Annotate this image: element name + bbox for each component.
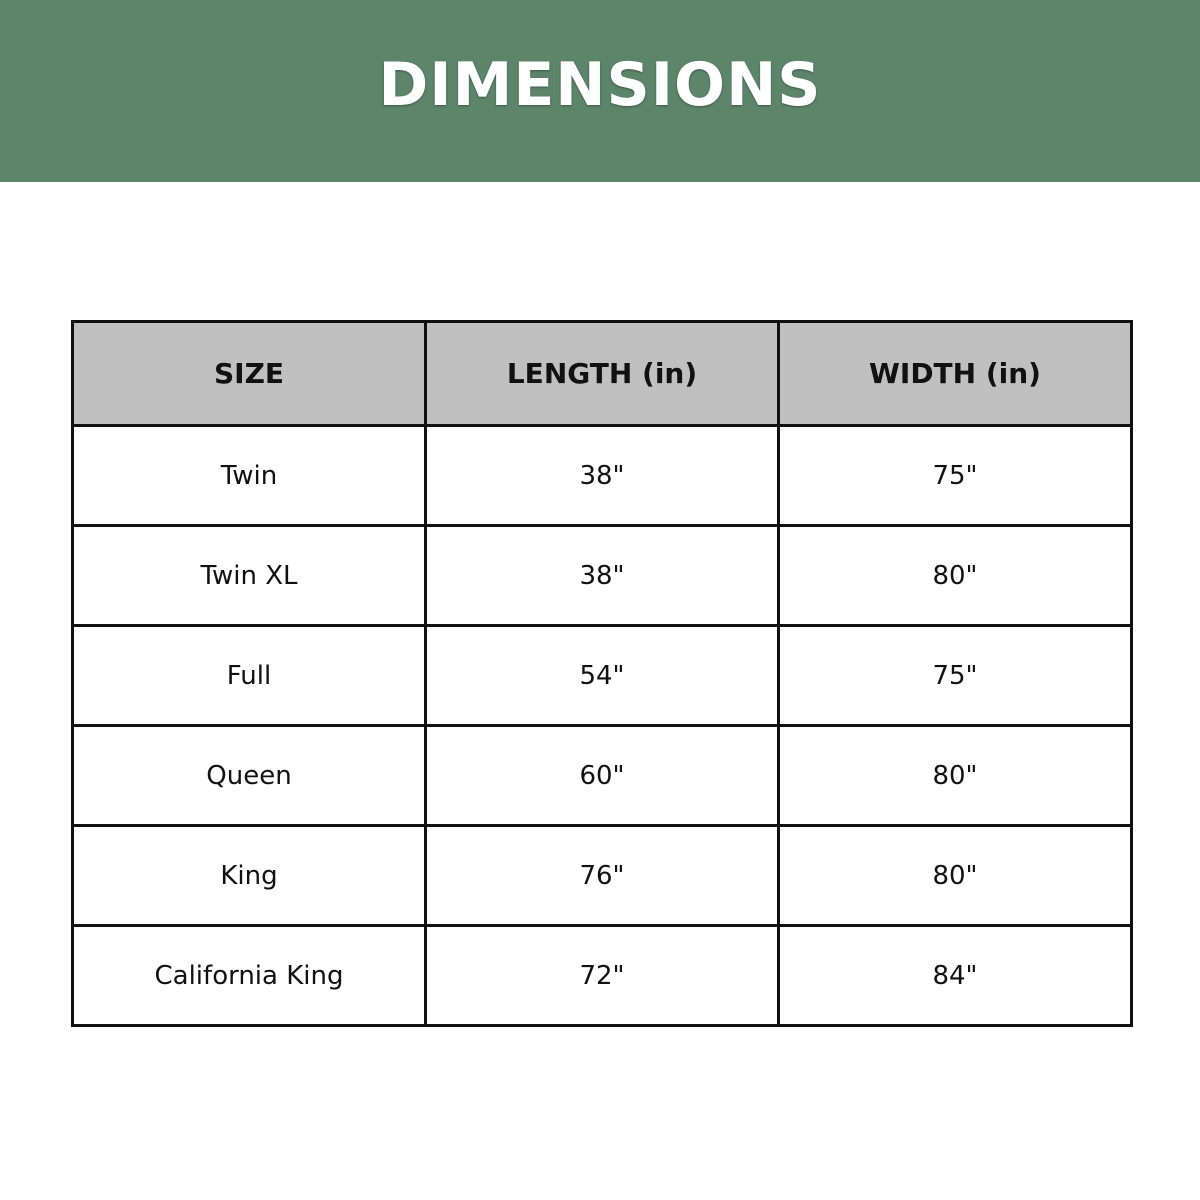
header-banner	[0, 0, 1200, 182]
size-cell: Queen	[73, 726, 426, 826]
column-header-width: WIDTH (in)	[779, 322, 1132, 426]
length-cell: 76"	[426, 826, 779, 926]
table-row	[73, 826, 1132, 926]
width-cell: 84"	[779, 926, 1132, 1026]
width-cell: 80"	[779, 526, 1132, 626]
width-cell: 80"	[779, 826, 1132, 926]
length-cell: 54"	[426, 626, 779, 726]
width-cell: 75"	[779, 626, 1132, 726]
width-cell: 80"	[779, 726, 1132, 826]
table-row	[73, 726, 1132, 826]
column-header-size: SIZE	[73, 322, 426, 426]
size-cell: Twin XL	[73, 526, 426, 626]
dimensions-table	[71, 320, 1133, 1027]
page-title: DIMENSIONS	[378, 50, 822, 120]
table-row	[73, 426, 1132, 526]
width-cell: 75"	[779, 426, 1132, 526]
table-row	[73, 926, 1132, 1026]
table-row	[73, 526, 1132, 626]
size-cell: Full	[73, 626, 426, 726]
size-cell: King	[73, 826, 426, 926]
size-cell: Twin	[73, 426, 426, 526]
column-header-length: LENGTH (in)	[426, 322, 779, 426]
length-cell: 60"	[426, 726, 779, 826]
table-row	[73, 626, 1132, 726]
table-header-row	[73, 322, 1132, 426]
length-cell: 38"	[426, 526, 779, 626]
length-cell: 72"	[426, 926, 779, 1026]
length-cell: 38"	[426, 426, 779, 526]
size-cell: California King	[73, 926, 426, 1026]
